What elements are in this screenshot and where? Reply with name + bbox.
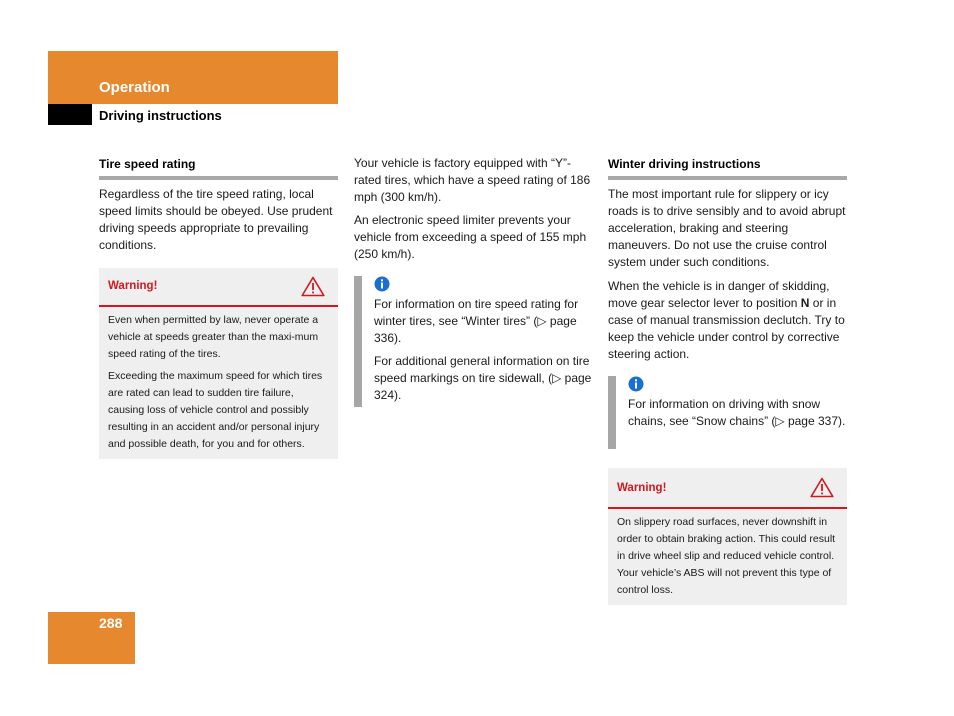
subsection-title: Driving instructions bbox=[99, 108, 222, 123]
skidding-text: When the vehicle is in danger of skidding, move gear selector lever to position bbox=[608, 279, 830, 310]
warning-body bbox=[99, 307, 338, 459]
warning-box-downshift bbox=[608, 468, 847, 605]
warning-triangle-icon bbox=[301, 276, 325, 297]
warning-label: Warning! bbox=[108, 280, 158, 292]
section-title: Operation bbox=[99, 79, 170, 96]
warning-text: On slippery road surfaces, never downshift in order to obtain braking action. This could result in drive wheel slip and reduced vehicle control. Your vehicle’s ABS will not prevent this type of control loss. bbox=[617, 516, 836, 596]
info-text: For information on tire speed rating for winter tires, see “Winter tires” (▷ page 336). bbox=[374, 297, 579, 345]
skidding-text: or in case of manual transmission declutch. Try to keep the vehicle under control by corrective steering action. bbox=[608, 296, 845, 361]
warning-body bbox=[608, 509, 847, 605]
info-icon bbox=[374, 276, 390, 292]
page-number: 288 bbox=[99, 615, 123, 631]
speed-limiter-paragraph: An electronic speed limiter prevents your vehicle from exceeding a speed of 155 mph (250 km/h). bbox=[354, 213, 587, 261]
warning-box-tire-speed bbox=[99, 268, 338, 459]
gear-position-n: N bbox=[800, 296, 810, 310]
header-band bbox=[48, 51, 338, 104]
tire-speed-rating-heading: Tire speed rating bbox=[99, 157, 338, 180]
warning-label: Warning! bbox=[617, 482, 667, 494]
header-marker bbox=[48, 104, 92, 125]
info-box-snow-chains bbox=[608, 376, 847, 449]
factory-tires-paragraph: Your vehicle is factory equipped with “Y”-rated tires, which have a speed rating of 186 mph (300 km/h). bbox=[354, 156, 591, 204]
warning-header bbox=[608, 468, 847, 509]
info-text: For additional general information on tire speed markings on tire sidewall, (▷ page 324). bbox=[374, 354, 592, 402]
info-text: For information on driving with snow chains, see “Snow chains” (▷ page 337). bbox=[628, 397, 846, 428]
skidding-paragraph bbox=[608, 278, 848, 363]
warning-header bbox=[99, 268, 338, 307]
tire-speed-rating-paragraph: Regardless of the tire speed rating, local speed limits should be obeyed. Use prudent driving speeds appropriate to prevailing conditions. bbox=[99, 187, 333, 252]
winter-driving-heading: Winter driving instructions bbox=[608, 157, 847, 180]
info-icon bbox=[628, 376, 644, 392]
warning-text: Exceeding the maximum speed for which tires are rated can lead to sudden tire failure, causing loss of vehicle control and possibly resulting in an accident and/or personal injury and possible death, for you and for others. bbox=[108, 370, 323, 450]
warning-text: Even when permitted by law, never operate a vehicle at speeds greater than the maxi-mum speed rating of the tires. bbox=[108, 314, 319, 360]
info-box-winter-tires bbox=[354, 276, 592, 407]
winter-rule-paragraph: The most important rule for slippery or icy roads is to drive sensibly and to avoid abrupt acceleration, braking and steering maneuvers. Do not use the cruise control system under such conditions. bbox=[608, 187, 846, 269]
warning-triangle-icon bbox=[810, 477, 834, 498]
